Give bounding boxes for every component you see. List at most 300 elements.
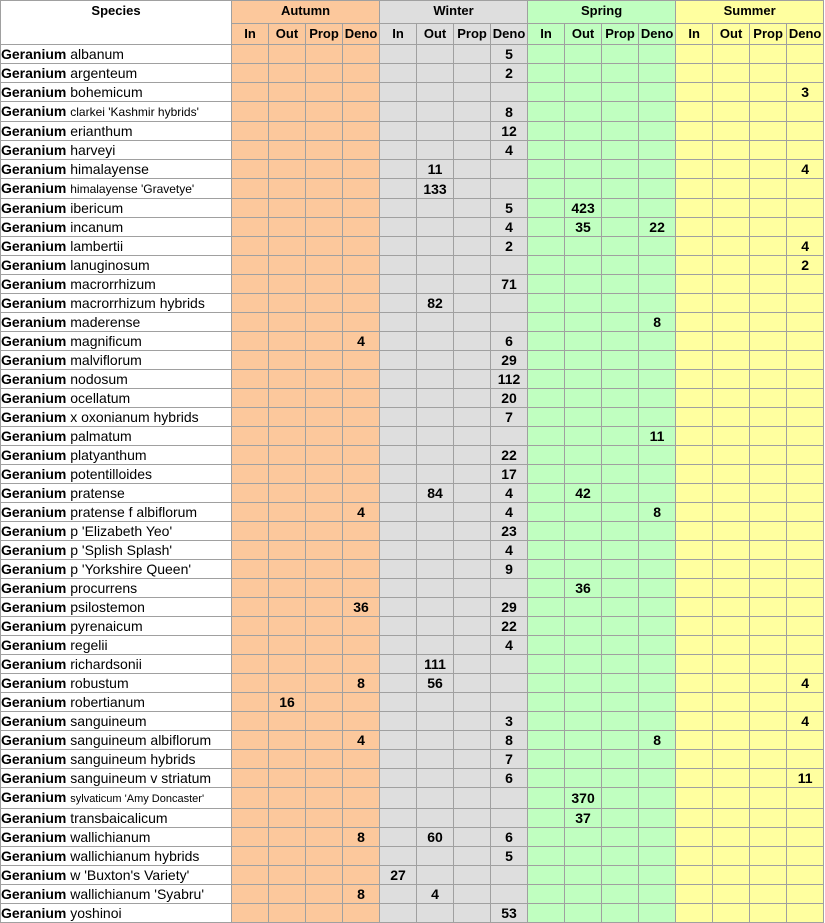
value-cell-winter-deno[interactable]: 4: [491, 541, 528, 560]
value-cell-summer-in[interactable]: [676, 484, 713, 503]
value-cell-spring-out[interactable]: [565, 313, 602, 332]
value-cell-spring-in[interactable]: [528, 636, 565, 655]
value-cell-autumn-out[interactable]: [269, 294, 306, 313]
value-cell-summer-in[interactable]: [676, 731, 713, 750]
value-cell-summer-out[interactable]: [713, 712, 750, 731]
value-cell-summer-out[interactable]: [713, 83, 750, 102]
value-cell-summer-out[interactable]: [713, 294, 750, 313]
value-cell-spring-out[interactable]: [565, 693, 602, 712]
value-cell-summer-out[interactable]: [713, 199, 750, 218]
value-cell-summer-in[interactable]: [676, 828, 713, 847]
value-cell-spring-out[interactable]: [565, 408, 602, 427]
value-cell-summer-in[interactable]: [676, 598, 713, 617]
value-cell-winter-out[interactable]: 4: [417, 885, 454, 904]
value-cell-autumn-out[interactable]: [269, 218, 306, 237]
value-cell-autumn-prop[interactable]: [306, 579, 343, 598]
value-cell-autumn-out[interactable]: [269, 788, 306, 809]
value-cell-summer-in[interactable]: [676, 769, 713, 788]
value-cell-spring-prop[interactable]: [602, 45, 639, 64]
value-cell-spring-prop[interactable]: [602, 579, 639, 598]
value-cell-summer-out[interactable]: [713, 655, 750, 674]
species-cell[interactable]: [1, 484, 232, 503]
value-cell-autumn-in[interactable]: [232, 636, 269, 655]
value-cell-spring-prop[interactable]: [602, 522, 639, 541]
value-cell-autumn-out[interactable]: [269, 560, 306, 579]
value-cell-spring-in[interactable]: [528, 389, 565, 408]
value-cell-winter-out[interactable]: [417, 332, 454, 351]
value-cell-autumn-prop[interactable]: [306, 769, 343, 788]
value-cell-summer-prop[interactable]: [750, 828, 787, 847]
value-cell-winter-deno[interactable]: 23: [491, 522, 528, 541]
value-cell-summer-deno[interactable]: 11: [787, 769, 824, 788]
value-cell-spring-out[interactable]: 423: [565, 199, 602, 218]
season-header-spring[interactable]: Spring: [528, 1, 676, 24]
value-cell-summer-in[interactable]: [676, 294, 713, 313]
value-cell-winter-prop[interactable]: [454, 256, 491, 275]
value-cell-autumn-deno[interactable]: [343, 427, 380, 446]
value-cell-spring-out[interactable]: [565, 750, 602, 769]
value-cell-summer-in[interactable]: [676, 522, 713, 541]
value-cell-winter-in[interactable]: [380, 294, 417, 313]
value-cell-spring-in[interactable]: [528, 750, 565, 769]
value-cell-autumn-out[interactable]: [269, 160, 306, 179]
value-cell-summer-prop[interactable]: [750, 237, 787, 256]
value-cell-spring-out[interactable]: [565, 446, 602, 465]
value-cell-spring-out[interactable]: [565, 64, 602, 83]
value-cell-spring-in[interactable]: [528, 351, 565, 370]
value-cell-autumn-out[interactable]: [269, 141, 306, 160]
value-cell-winter-out[interactable]: [417, 731, 454, 750]
value-cell-autumn-in[interactable]: [232, 598, 269, 617]
value-cell-spring-in[interactable]: [528, 102, 565, 122]
value-cell-winter-deno[interactable]: 12: [491, 122, 528, 141]
value-cell-autumn-deno[interactable]: [343, 522, 380, 541]
value-cell-winter-out[interactable]: [417, 598, 454, 617]
value-cell-spring-out[interactable]: [565, 617, 602, 636]
value-cell-autumn-out[interactable]: [269, 636, 306, 655]
sub-header-spring-out[interactable]: Out: [565, 24, 602, 45]
value-cell-winter-deno[interactable]: 112: [491, 370, 528, 389]
value-cell-summer-prop[interactable]: [750, 885, 787, 904]
value-cell-summer-deno[interactable]: [787, 617, 824, 636]
value-cell-autumn-out[interactable]: [269, 809, 306, 828]
value-cell-winter-prop[interactable]: [454, 465, 491, 484]
value-cell-winter-deno[interactable]: [491, 674, 528, 693]
value-cell-autumn-prop[interactable]: [306, 465, 343, 484]
value-cell-autumn-in[interactable]: [232, 332, 269, 351]
value-cell-spring-out[interactable]: [565, 332, 602, 351]
value-cell-summer-prop[interactable]: [750, 446, 787, 465]
value-cell-autumn-in[interactable]: [232, 122, 269, 141]
value-cell-spring-prop[interactable]: [602, 885, 639, 904]
sub-header-spring-prop[interactable]: Prop: [602, 24, 639, 45]
value-cell-summer-in[interactable]: [676, 351, 713, 370]
value-cell-autumn-in[interactable]: [232, 256, 269, 275]
value-cell-summer-deno[interactable]: [787, 408, 824, 427]
value-cell-autumn-deno[interactable]: [343, 484, 380, 503]
value-cell-summer-deno[interactable]: [787, 427, 824, 446]
value-cell-spring-in[interactable]: [528, 427, 565, 446]
value-cell-summer-prop[interactable]: [750, 522, 787, 541]
value-cell-spring-out[interactable]: [565, 541, 602, 560]
value-cell-summer-deno[interactable]: [787, 828, 824, 847]
value-cell-autumn-in[interactable]: [232, 179, 269, 199]
value-cell-autumn-prop[interactable]: [306, 788, 343, 809]
value-cell-autumn-deno[interactable]: [343, 351, 380, 370]
value-cell-spring-out[interactable]: [565, 256, 602, 275]
value-cell-spring-deno[interactable]: [639, 83, 676, 102]
value-cell-autumn-deno[interactable]: [343, 655, 380, 674]
value-cell-autumn-prop[interactable]: [306, 122, 343, 141]
value-cell-summer-deno[interactable]: [787, 655, 824, 674]
value-cell-spring-in[interactable]: [528, 122, 565, 141]
value-cell-spring-in[interactable]: [528, 674, 565, 693]
value-cell-winter-out[interactable]: [417, 45, 454, 64]
sub-header-winter-deno[interactable]: Deno: [491, 24, 528, 45]
value-cell-summer-deno[interactable]: [787, 389, 824, 408]
value-cell-spring-out[interactable]: [565, 731, 602, 750]
value-cell-autumn-out[interactable]: [269, 389, 306, 408]
value-cell-summer-prop[interactable]: [750, 655, 787, 674]
value-cell-winter-deno[interactable]: 6: [491, 828, 528, 847]
value-cell-winter-out[interactable]: [417, 617, 454, 636]
value-cell-summer-out[interactable]: [713, 788, 750, 809]
value-cell-autumn-in[interactable]: [232, 617, 269, 636]
value-cell-winter-out[interactable]: 11: [417, 160, 454, 179]
value-cell-winter-deno[interactable]: 7: [491, 750, 528, 769]
value-cell-autumn-out[interactable]: [269, 712, 306, 731]
sub-header-autumn-in[interactable]: In: [232, 24, 269, 45]
value-cell-summer-deno[interactable]: [787, 636, 824, 655]
value-cell-autumn-deno[interactable]: [343, 847, 380, 866]
value-cell-autumn-deno[interactable]: [343, 275, 380, 294]
value-cell-autumn-in[interactable]: [232, 866, 269, 885]
value-cell-autumn-prop[interactable]: [306, 45, 343, 64]
value-cell-autumn-deno[interactable]: [343, 541, 380, 560]
value-cell-winter-in[interactable]: [380, 598, 417, 617]
value-cell-summer-deno[interactable]: [787, 750, 824, 769]
value-cell-winter-in[interactable]: [380, 351, 417, 370]
value-cell-autumn-in[interactable]: [232, 712, 269, 731]
value-cell-spring-deno[interactable]: [639, 712, 676, 731]
value-cell-summer-prop[interactable]: [750, 83, 787, 102]
value-cell-winter-in[interactable]: [380, 256, 417, 275]
value-cell-winter-in[interactable]: [380, 160, 417, 179]
value-cell-summer-deno[interactable]: [787, 446, 824, 465]
value-cell-spring-prop[interactable]: [602, 218, 639, 237]
value-cell-autumn-prop[interactable]: [306, 427, 343, 446]
species-cell[interactable]: [1, 674, 232, 693]
value-cell-winter-prop[interactable]: [454, 503, 491, 522]
value-cell-autumn-deno[interactable]: 36: [343, 598, 380, 617]
value-cell-spring-prop[interactable]: [602, 617, 639, 636]
species-cell[interactable]: [1, 560, 232, 579]
value-cell-spring-in[interactable]: [528, 313, 565, 332]
value-cell-summer-in[interactable]: [676, 788, 713, 809]
species-cell[interactable]: [1, 828, 232, 847]
value-cell-spring-prop[interactable]: [602, 655, 639, 674]
value-cell-autumn-in[interactable]: [232, 313, 269, 332]
value-cell-autumn-in[interactable]: [232, 237, 269, 256]
value-cell-spring-prop[interactable]: [602, 256, 639, 275]
value-cell-autumn-prop[interactable]: [306, 484, 343, 503]
value-cell-autumn-out[interactable]: [269, 579, 306, 598]
value-cell-summer-out[interactable]: [713, 256, 750, 275]
value-cell-summer-prop[interactable]: [750, 769, 787, 788]
value-cell-summer-in[interactable]: [676, 408, 713, 427]
value-cell-winter-deno[interactable]: [491, 809, 528, 828]
species-column-header[interactable]: Species: [1, 1, 232, 45]
value-cell-autumn-deno[interactable]: 4: [343, 731, 380, 750]
value-cell-spring-prop[interactable]: [602, 160, 639, 179]
value-cell-winter-prop[interactable]: [454, 446, 491, 465]
value-cell-autumn-deno[interactable]: [343, 64, 380, 83]
value-cell-spring-deno[interactable]: [639, 788, 676, 809]
value-cell-winter-out[interactable]: [417, 313, 454, 332]
value-cell-winter-out[interactable]: [417, 199, 454, 218]
value-cell-winter-deno[interactable]: 29: [491, 598, 528, 617]
value-cell-winter-deno[interactable]: 53: [491, 904, 528, 923]
value-cell-summer-prop[interactable]: [750, 503, 787, 522]
species-cell[interactable]: [1, 579, 232, 598]
value-cell-winter-out[interactable]: [417, 788, 454, 809]
value-cell-winter-prop[interactable]: [454, 218, 491, 237]
value-cell-summer-out[interactable]: [713, 636, 750, 655]
species-cell[interactable]: [1, 522, 232, 541]
value-cell-autumn-out[interactable]: [269, 102, 306, 122]
value-cell-spring-prop[interactable]: [602, 313, 639, 332]
value-cell-summer-prop[interactable]: [750, 598, 787, 617]
value-cell-winter-prop[interactable]: [454, 64, 491, 83]
value-cell-spring-deno[interactable]: [639, 828, 676, 847]
value-cell-spring-deno[interactable]: [639, 294, 676, 313]
value-cell-autumn-out[interactable]: [269, 598, 306, 617]
value-cell-spring-deno[interactable]: 8: [639, 503, 676, 522]
value-cell-winter-prop[interactable]: [454, 847, 491, 866]
value-cell-winter-in[interactable]: [380, 731, 417, 750]
value-cell-summer-in[interactable]: [676, 655, 713, 674]
value-cell-spring-in[interactable]: [528, 64, 565, 83]
value-cell-autumn-deno[interactable]: [343, 389, 380, 408]
value-cell-autumn-prop[interactable]: [306, 275, 343, 294]
value-cell-summer-out[interactable]: [713, 484, 750, 503]
value-cell-spring-in[interactable]: [528, 83, 565, 102]
value-cell-winter-deno[interactable]: 4: [491, 503, 528, 522]
value-cell-summer-deno[interactable]: 3: [787, 83, 824, 102]
value-cell-winter-in[interactable]: [380, 179, 417, 199]
value-cell-spring-deno[interactable]: [639, 179, 676, 199]
value-cell-summer-prop[interactable]: [750, 809, 787, 828]
value-cell-summer-deno[interactable]: [787, 102, 824, 122]
value-cell-spring-out[interactable]: [565, 179, 602, 199]
value-cell-autumn-in[interactable]: [232, 693, 269, 712]
value-cell-winter-in[interactable]: [380, 750, 417, 769]
value-cell-summer-deno[interactable]: [787, 598, 824, 617]
value-cell-winter-deno[interactable]: 7: [491, 408, 528, 427]
value-cell-winter-out[interactable]: [417, 847, 454, 866]
value-cell-autumn-deno[interactable]: [343, 693, 380, 712]
value-cell-winter-deno[interactable]: 4: [491, 218, 528, 237]
value-cell-autumn-deno[interactable]: [343, 256, 380, 275]
value-cell-winter-deno[interactable]: 6: [491, 332, 528, 351]
species-cell[interactable]: [1, 275, 232, 294]
value-cell-autumn-deno[interactable]: [343, 579, 380, 598]
value-cell-winter-deno[interactable]: 22: [491, 617, 528, 636]
value-cell-spring-out[interactable]: [565, 294, 602, 313]
value-cell-spring-deno[interactable]: 11: [639, 427, 676, 446]
value-cell-winter-in[interactable]: 27: [380, 866, 417, 885]
value-cell-spring-prop[interactable]: [602, 102, 639, 122]
value-cell-autumn-deno[interactable]: [343, 237, 380, 256]
value-cell-summer-deno[interactable]: [787, 731, 824, 750]
value-cell-summer-out[interactable]: [713, 617, 750, 636]
value-cell-winter-in[interactable]: [380, 408, 417, 427]
value-cell-summer-prop[interactable]: [750, 389, 787, 408]
value-cell-summer-in[interactable]: [676, 45, 713, 64]
value-cell-winter-prop[interactable]: [454, 788, 491, 809]
value-cell-summer-in[interactable]: [676, 617, 713, 636]
species-cell[interactable]: [1, 769, 232, 788]
value-cell-spring-out[interactable]: 37: [565, 809, 602, 828]
value-cell-summer-in[interactable]: [676, 122, 713, 141]
value-cell-summer-out[interactable]: [713, 446, 750, 465]
value-cell-autumn-deno[interactable]: 8: [343, 828, 380, 847]
value-cell-autumn-deno[interactable]: [343, 370, 380, 389]
value-cell-summer-out[interactable]: [713, 370, 750, 389]
value-cell-winter-prop[interactable]: [454, 199, 491, 218]
value-cell-autumn-in[interactable]: [232, 83, 269, 102]
species-cell[interactable]: [1, 160, 232, 179]
value-cell-spring-prop[interactable]: [602, 503, 639, 522]
value-cell-winter-out[interactable]: [417, 427, 454, 446]
value-cell-spring-in[interactable]: [528, 294, 565, 313]
value-cell-autumn-prop[interactable]: [306, 731, 343, 750]
value-cell-spring-deno[interactable]: 22: [639, 218, 676, 237]
value-cell-autumn-out[interactable]: [269, 313, 306, 332]
sub-header-autumn-deno[interactable]: Deno: [343, 24, 380, 45]
value-cell-summer-deno[interactable]: [787, 275, 824, 294]
value-cell-winter-deno[interactable]: 20: [491, 389, 528, 408]
sub-header-autumn-prop[interactable]: Prop: [306, 24, 343, 45]
value-cell-summer-prop[interactable]: [750, 427, 787, 446]
value-cell-autumn-prop[interactable]: [306, 847, 343, 866]
season-header-autumn[interactable]: Autumn: [232, 1, 380, 24]
value-cell-winter-in[interactable]: [380, 655, 417, 674]
sub-header-summer-out[interactable]: Out: [713, 24, 750, 45]
value-cell-autumn-in[interactable]: [232, 275, 269, 294]
value-cell-spring-deno[interactable]: [639, 122, 676, 141]
species-cell[interactable]: [1, 446, 232, 465]
value-cell-summer-out[interactable]: [713, 237, 750, 256]
value-cell-summer-out[interactable]: [713, 847, 750, 866]
value-cell-summer-in[interactable]: [676, 693, 713, 712]
value-cell-winter-deno[interactable]: [491, 866, 528, 885]
season-header-summer[interactable]: Summer: [676, 1, 824, 24]
value-cell-spring-deno[interactable]: [639, 484, 676, 503]
value-cell-summer-out[interactable]: [713, 313, 750, 332]
value-cell-summer-deno[interactable]: [787, 332, 824, 351]
value-cell-spring-in[interactable]: [528, 199, 565, 218]
value-cell-summer-deno[interactable]: 4: [787, 712, 824, 731]
value-cell-summer-deno[interactable]: [787, 465, 824, 484]
value-cell-winter-prop[interactable]: [454, 636, 491, 655]
value-cell-autumn-prop[interactable]: [306, 560, 343, 579]
value-cell-winter-out[interactable]: [417, 64, 454, 83]
value-cell-summer-in[interactable]: [676, 503, 713, 522]
value-cell-spring-deno[interactable]: [639, 598, 676, 617]
value-cell-autumn-out[interactable]: [269, 465, 306, 484]
value-cell-autumn-deno[interactable]: [343, 788, 380, 809]
value-cell-autumn-deno[interactable]: [343, 102, 380, 122]
value-cell-autumn-out[interactable]: [269, 351, 306, 370]
species-cell[interactable]: [1, 598, 232, 617]
value-cell-winter-deno[interactable]: [491, 655, 528, 674]
value-cell-winter-out[interactable]: [417, 809, 454, 828]
value-cell-autumn-in[interactable]: [232, 541, 269, 560]
value-cell-summer-prop[interactable]: [750, 199, 787, 218]
value-cell-autumn-deno[interactable]: 4: [343, 332, 380, 351]
value-cell-spring-prop[interactable]: [602, 64, 639, 83]
value-cell-winter-in[interactable]: [380, 45, 417, 64]
value-cell-winter-deno[interactable]: [491, 579, 528, 598]
value-cell-winter-prop[interactable]: [454, 579, 491, 598]
value-cell-summer-prop[interactable]: [750, 64, 787, 83]
value-cell-autumn-prop[interactable]: [306, 199, 343, 218]
value-cell-winter-in[interactable]: [380, 370, 417, 389]
value-cell-spring-deno[interactable]: [639, 885, 676, 904]
value-cell-winter-out[interactable]: [417, 750, 454, 769]
value-cell-spring-out[interactable]: [565, 560, 602, 579]
species-cell[interactable]: [1, 503, 232, 522]
value-cell-autumn-deno[interactable]: [343, 313, 380, 332]
value-cell-autumn-in[interactable]: [232, 64, 269, 83]
value-cell-summer-prop[interactable]: [750, 141, 787, 160]
value-cell-summer-in[interactable]: [676, 560, 713, 579]
value-cell-autumn-out[interactable]: [269, 370, 306, 389]
value-cell-winter-out[interactable]: [417, 560, 454, 579]
value-cell-summer-prop[interactable]: [750, 275, 787, 294]
value-cell-summer-prop[interactable]: [750, 750, 787, 769]
value-cell-summer-prop[interactable]: [750, 693, 787, 712]
value-cell-winter-out[interactable]: 82: [417, 294, 454, 313]
value-cell-winter-out[interactable]: [417, 256, 454, 275]
value-cell-winter-out[interactable]: [417, 541, 454, 560]
value-cell-spring-in[interactable]: [528, 885, 565, 904]
value-cell-spring-deno[interactable]: [639, 370, 676, 389]
value-cell-summer-deno[interactable]: [787, 788, 824, 809]
value-cell-summer-out[interactable]: [713, 122, 750, 141]
sub-header-summer-in[interactable]: In: [676, 24, 713, 45]
value-cell-summer-deno[interactable]: [787, 370, 824, 389]
value-cell-autumn-out[interactable]: [269, 828, 306, 847]
value-cell-winter-prop[interactable]: [454, 122, 491, 141]
value-cell-spring-deno[interactable]: [639, 769, 676, 788]
value-cell-winter-deno[interactable]: 5: [491, 199, 528, 218]
value-cell-autumn-deno[interactable]: 4: [343, 503, 380, 522]
value-cell-autumn-out[interactable]: [269, 674, 306, 693]
value-cell-winter-out[interactable]: 133: [417, 179, 454, 199]
value-cell-spring-out[interactable]: [565, 828, 602, 847]
value-cell-autumn-out[interactable]: [269, 503, 306, 522]
value-cell-winter-prop[interactable]: [454, 731, 491, 750]
value-cell-summer-deno[interactable]: [787, 199, 824, 218]
value-cell-summer-prop[interactable]: [750, 541, 787, 560]
value-cell-spring-in[interactable]: [528, 370, 565, 389]
value-cell-spring-deno[interactable]: [639, 64, 676, 83]
value-cell-summer-in[interactable]: [676, 179, 713, 199]
value-cell-autumn-prop[interactable]: [306, 693, 343, 712]
value-cell-summer-deno[interactable]: [787, 809, 824, 828]
